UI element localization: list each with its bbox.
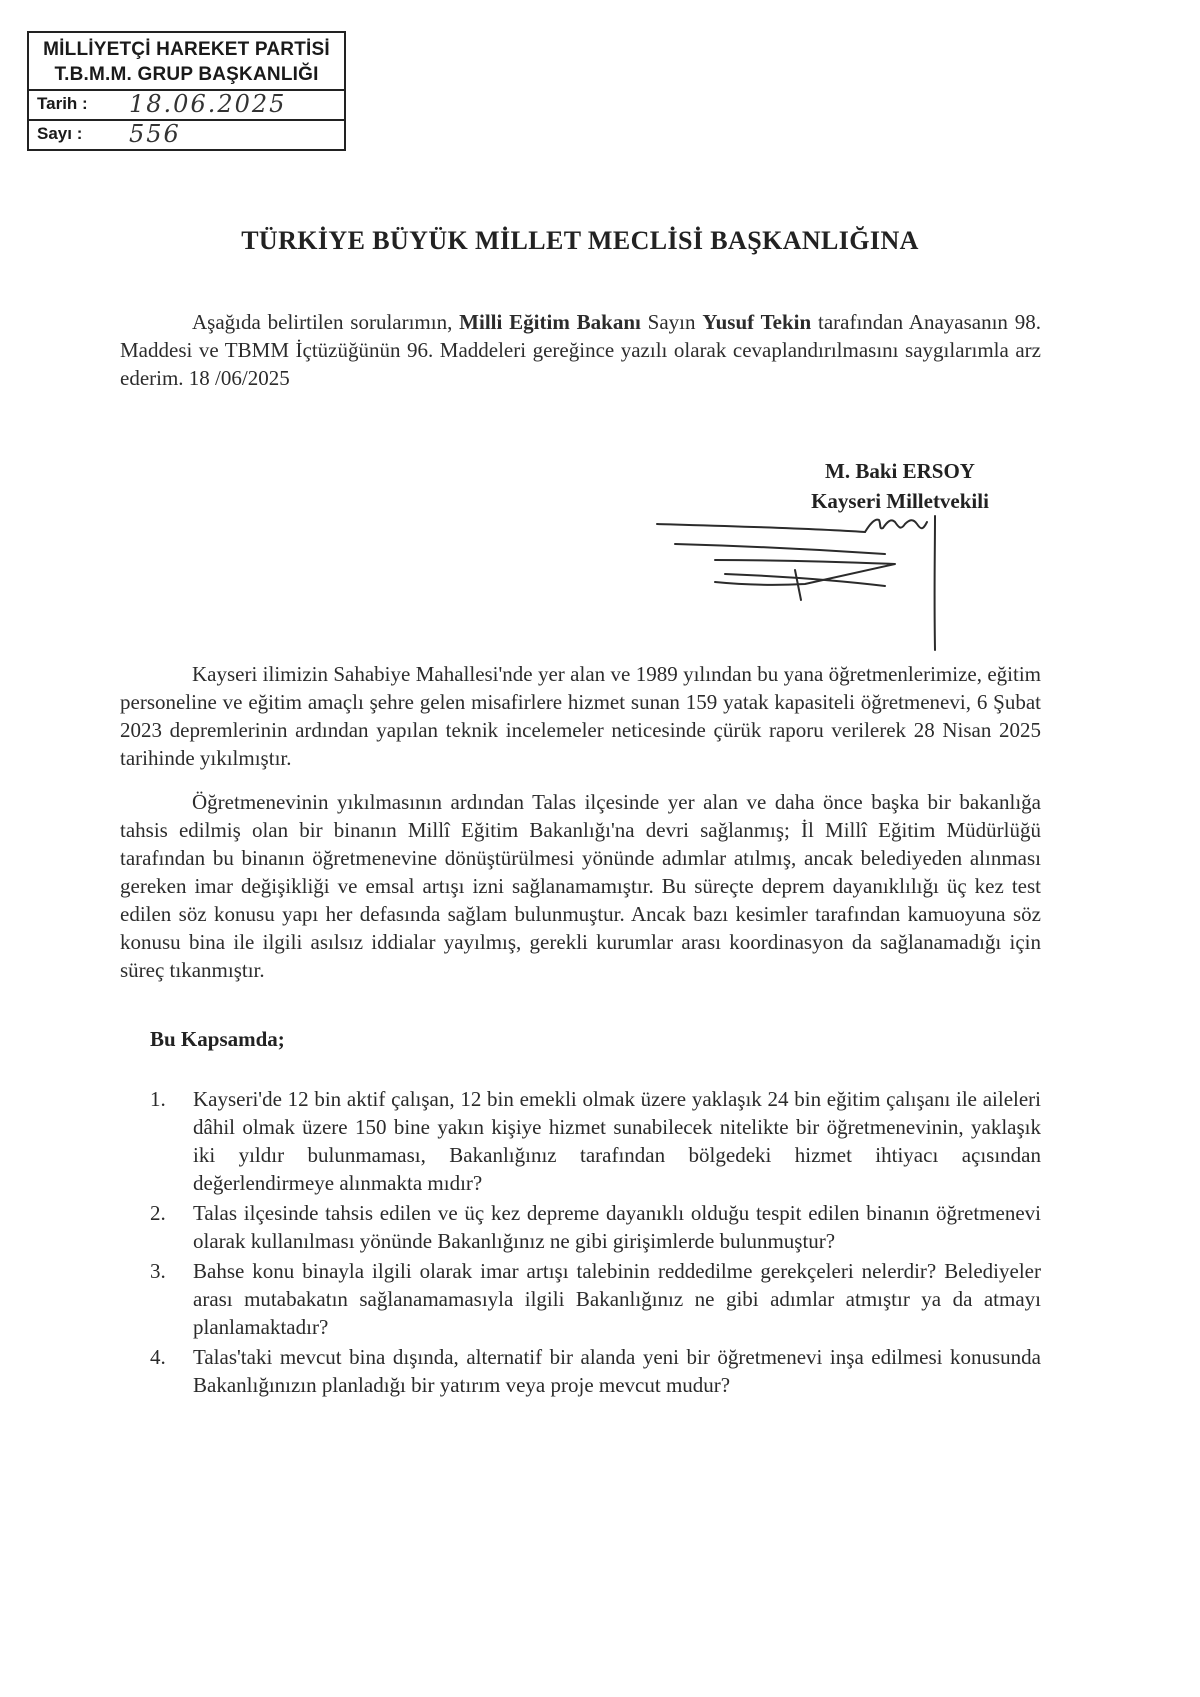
signatory-title: Kayseri Milletvekili [811, 489, 989, 513]
stamp-date-row [29, 91, 344, 121]
stamp-org-line2: T.B.M.M. GRUP BAŞKANLIĞI [54, 64, 319, 85]
body-paragraph-1: Kayseri ilimizin Sahabiye Mahallesi'nde yer alan ve 1989 yılından bu yana öğretmenlerimize, eğitim personeline ve eğitim amaçlı şehre gelen misafirlere hizmet sunan 159 yatak kapasiteli öğretmenevi, 6 Şubat 2023 depremlerinin ardından yapılan teknik incelemeler neticesinde çürük raporu verilerek 28 Nisan 2025 tarihinde yıkılmıştır. [120, 662, 1041, 770]
signatory-block [790, 456, 1010, 516]
question-number: 3. [150, 1259, 166, 1283]
section-heading: Bu Kapsamda; [150, 1027, 285, 1051]
signatory-name: M. Baki ERSOY [825, 459, 975, 483]
intro-part1: Aşağıda belirtilen sorularımın, [192, 310, 460, 334]
question-text: Talas ilçesinde tahsis edilen ve üç kez depreme dayanıklı olduğu tespit edilen binanın öğretmenevi olarak kullanılması yönünde Bakanlığınız ne gibi girişimlerde bulunmuştur? [193, 1201, 1041, 1253]
question-item [150, 1085, 1041, 1197]
handwritten-signature [655, 510, 975, 660]
stamp-header [29, 33, 344, 91]
stamp-number-label: Sayı : [37, 124, 83, 143]
question-list [150, 1085, 1041, 1401]
intro-part2: Sayın [640, 310, 703, 334]
question-text: Kayseri'de 12 bin aktif çalışan, 12 bin emekli olmak üzere yaklaşık 24 bin eğitim çalışanı ile aileleri dâhil olmak üzere 150 bine yakın kişiye hizmet sunabilecek nitelikte bir öğretmenevinin, yaklaşık iki yıldır bulunmaması, Bakanlığınız tarafından bölgedeki hizmet ihtiyacı açısından değerlendirmeye alınmakta mıdır? [193, 1087, 1041, 1195]
party-stamp [27, 31, 346, 151]
question-item [150, 1257, 1041, 1341]
body-paragraph-2: Öğretmenevinin yıkılmasının ardından Talas ilçesinde yer alan ve daha önce başka bir bakanlığa tahsis edilmiş olan bir binanın Millî Eğitim Bakanlığı'na devri sağlanmış; İl Millî Eğitim Müdürlüğü tarafından bu binanın öğretmenevine dönüştürülmesi yönünde adımlar atılmış, ancak belediyeden alınması gereken imar değişikliği ve emsal artışı izni sağlanamamıştır. Bu süreçte deprem dayanıklılığı üç kez test edilen söz konusu yapı her defasında sağlam bulunmuştur. Ancak bazı kesimler tarafından kamuoyuna söz konusu bina ile ilgili asılsız iddialar yayılmış, gerekli kurumlar arası koordinasyon da sağlanamadığı için süreç tıkanmıştır. [120, 790, 1041, 982]
question-item [150, 1199, 1041, 1255]
question-text: Bahse konu binayla ilgili olarak imar artışı talebinin reddedilme gerekçeleri nelerdir? Belediyeler arası mutabakatın sağlanamamasıyla ilgili Bakanlığınız ne gibi adımlar atmıştır ya da atmayı planlamaktadır? [193, 1259, 1041, 1339]
question-text: Talas'taki mevcut bina dışında, alternatif bir alanda yeni bir öğretmenevi inşa edilmesi konusunda Bakanlığınızın planladığı bir yatırım veya proje mevcut mudur? [193, 1345, 1041, 1397]
stamp-org-line1: MİLLİYETÇİ HAREKET PARTİSİ [43, 39, 330, 60]
question-number: 2. [150, 1201, 166, 1225]
question-number: 4. [150, 1345, 166, 1369]
question-number: 1. [150, 1087, 166, 1111]
intro-paragraph [120, 308, 1041, 392]
stamp-date-value: 18.06.2025 [129, 90, 287, 118]
intro-part3: tarafından Anayasanın 98. Maddesi ve TBMM İçtüzüğünün 96. Maddeleri gereğince yazılı olarak cevaplandırılmasını saygılarımla arz ederim. 18 /06/2025 [120, 310, 1041, 390]
stamp-number-value: 556 [129, 120, 181, 148]
question-item [150, 1343, 1041, 1399]
stamp-date-label: Tarih : [37, 94, 88, 113]
minister-title: Milli Eğitim Bakanı [459, 310, 641, 334]
document-title: TÜRKİYE BÜYÜK MİLLET MECLİSİ BAŞKANLIĞINA [241, 226, 919, 255]
minister-name: Yusuf Tekin [702, 310, 812, 334]
stamp-number-row [29, 121, 344, 151]
